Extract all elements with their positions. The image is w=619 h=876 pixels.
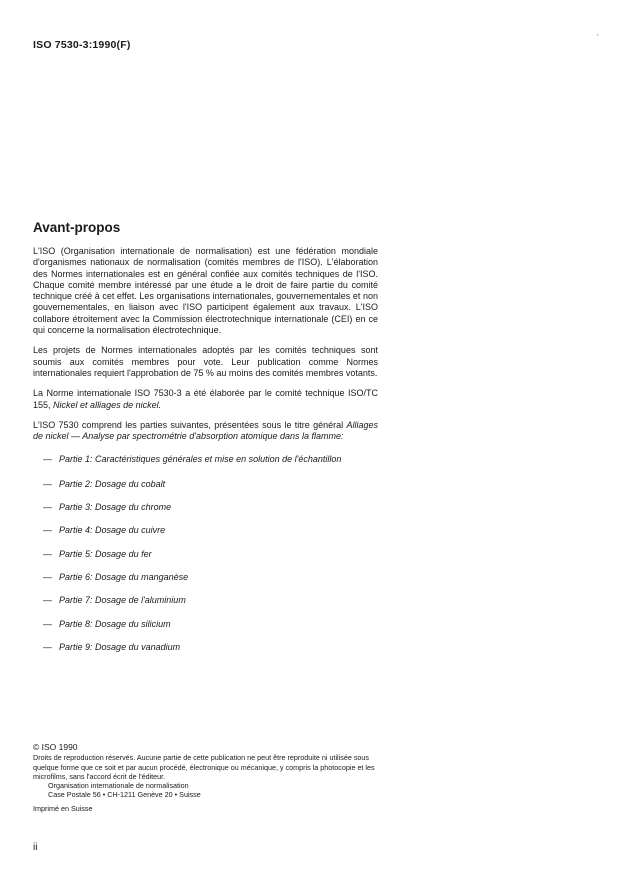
corner-mark: ' <box>597 33 599 42</box>
list-item <box>33 619 378 630</box>
part-label: Partie 6: <box>59 571 93 582</box>
part-title: Dosage du cuivre <box>95 525 166 536</box>
foreword-paragraph-4 <box>33 420 378 443</box>
part-label: Partie 9: <box>59 641 93 652</box>
paragraph-4-text: L'ISO 7530 comprend les parties suivantes, présentées sous le titre général <box>33 419 344 430</box>
part-title: Dosage du manganèse <box>95 571 189 582</box>
foreword-paragraph-1: L'ISO (Organisation internationale de normalisation) est une fédération mondiale d'organismes nationaux de normalisation (comités membres de l'ISO). L'élaboration des Normes internationales est en général confiée aux comités techniques de l'ISO. Chaque comité membre intéressé par une étude a le droit de faire partie du comité technique créé à cet effet. Les organisations internationales, gouvernementales et non gouvernementales, en liaison avec l'ISO participent également aux travaux. L'ISO collabore étroitement avec la Commission électrotechnique internationale (CEI) en ce qui concerne la normalisation électrotechnique. <box>33 246 378 336</box>
foreword-heading: Avant-propos <box>33 220 121 235</box>
part-label: Partie 8: <box>59 618 93 629</box>
foreword-paragraph-2: Les projets de Normes internationales adoptés par les comités techniques sont soumis aux comités membres pour vote. Leur publication comme Normes internationales requiert l'approbation de 75 % au moins des comités membres votants. <box>33 345 378 378</box>
paragraph-4-italic: Alliages de nickel — Analyse par spectrométrie d'absorption atomique dans la flamme: <box>33 419 378 442</box>
foreword-body <box>33 246 378 665</box>
foreword-paragraph-3 <box>33 388 378 411</box>
paragraph-3-text: La Norme internationale ISO 7530-3 a été élaborée par le comité technique ISO/TC 155, <box>33 388 378 410</box>
dash-bullet: — <box>43 618 52 629</box>
dash-bullet: — <box>43 478 52 489</box>
part-title: Dosage du vanadium <box>95 641 181 652</box>
list-item <box>33 595 378 606</box>
list-item <box>33 642 378 653</box>
page-number: ii <box>33 842 38 853</box>
rights-notice: Droits de reproduction réservés. Aucune partie de cette publication ne peut être reproduite ni utilisée sous quelque forme que ce soit et par aucun procédé, électronique ou mécanique, y compris la photocopie et les microfilms, sans l'accord écrit de l'éditeur. <box>33 753 375 781</box>
printed-in: Imprimé en Suisse <box>33 803 93 813</box>
dash-bullet: — <box>43 502 52 513</box>
organisation-name: Organisation internationale de normalisation <box>48 781 189 791</box>
copyright-line: © ISO 1990 <box>33 742 78 752</box>
document-id: ISO 7530-3:1990(F) <box>33 39 131 51</box>
part-label: Partie 7: <box>59 595 93 606</box>
part-label: Partie 2: <box>59 478 93 489</box>
part-title: Dosage du silicium <box>95 618 171 629</box>
list-item <box>33 572 378 583</box>
list-item <box>33 525 378 536</box>
part-title: Dosage de l'aluminium <box>95 595 186 606</box>
part-title: Caractéristiques générales et mise en solution de l'échantillon <box>95 454 342 465</box>
part-label: Partie 3: <box>59 502 93 513</box>
paragraph-3-italic: Nickel et alliages de nickel. <box>53 399 162 410</box>
dash-bullet: — <box>43 571 52 582</box>
list-item <box>33 549 378 560</box>
part-label: Partie 1: <box>59 454 93 465</box>
part-title: Dosage du fer <box>95 548 152 559</box>
parts-list <box>33 454 378 653</box>
part-label: Partie 4: <box>59 525 93 536</box>
list-item <box>33 454 378 465</box>
list-item <box>33 479 378 490</box>
list-item <box>33 502 378 513</box>
dash-bullet: — <box>43 525 52 536</box>
part-title: Dosage du chrome <box>95 502 172 513</box>
dash-bullet: — <box>43 548 52 559</box>
copyright-block <box>33 743 378 813</box>
organisation-address: Case Postale 56 • CH-1211 Genève 20 • Suisse <box>48 790 201 800</box>
dash-bullet: — <box>43 641 52 652</box>
dash-bullet: — <box>43 595 52 606</box>
dash-bullet: — <box>43 454 52 465</box>
part-label: Partie 5: <box>59 548 93 559</box>
part-title: Dosage du cobalt <box>95 478 166 489</box>
